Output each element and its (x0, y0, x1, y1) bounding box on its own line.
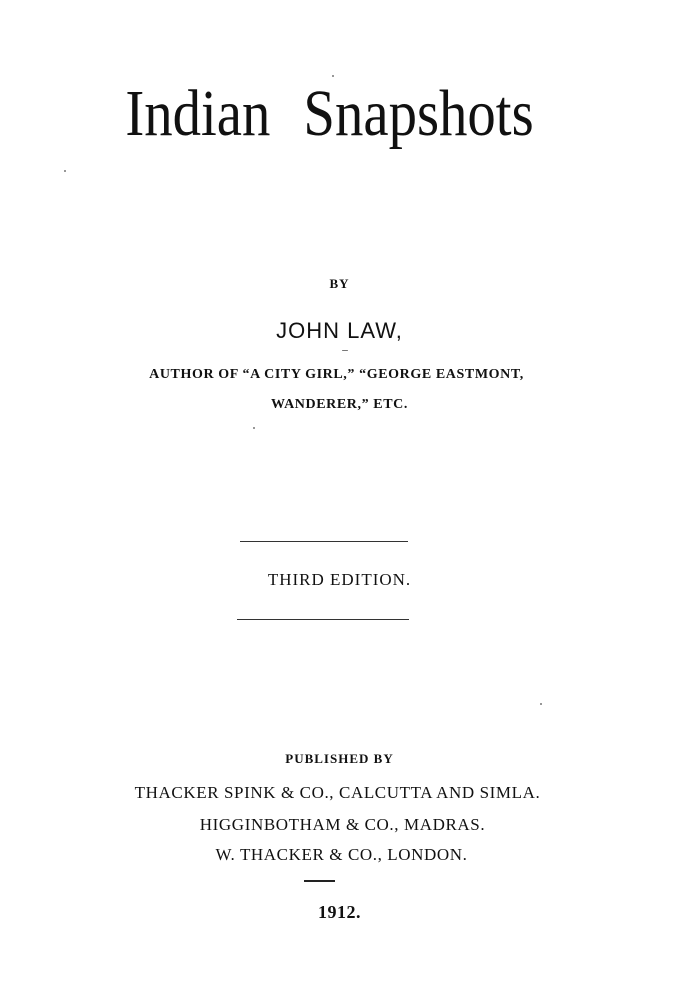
short-divider (304, 880, 335, 882)
bottom-rule (237, 619, 409, 620)
print-speck (332, 75, 334, 77)
by-label: BY (329, 276, 350, 291)
author-credits-line-1: AUTHOR OF “A CITY GIRL,” “GEORGE EASTMONT, (149, 367, 524, 382)
print-speck (253, 427, 255, 429)
print-speck (540, 703, 542, 705)
published-by-label: PUBLISHED BY (285, 751, 394, 766)
publisher-line-2: HIGGINBOTHAM & CO., MADRAS. (199, 815, 486, 834)
author-credits-line-2: WANDERER,” ETC. (271, 397, 408, 412)
publication-year: 1912. (318, 902, 361, 922)
author-name: JOHN LAW, (276, 318, 403, 343)
print-speck (342, 350, 348, 351)
edition-label: THIRD EDITION. (267, 570, 412, 589)
publisher-line-1: THACKER SPINK & CO., CALCUTTA AND SIMLA. (134, 783, 541, 802)
print-speck (64, 170, 66, 172)
book-title: Indian Snapshots (125, 77, 534, 150)
publisher-line-3: W. THACKER & CO., LONDON. (215, 845, 468, 864)
top-rule (240, 541, 408, 542)
